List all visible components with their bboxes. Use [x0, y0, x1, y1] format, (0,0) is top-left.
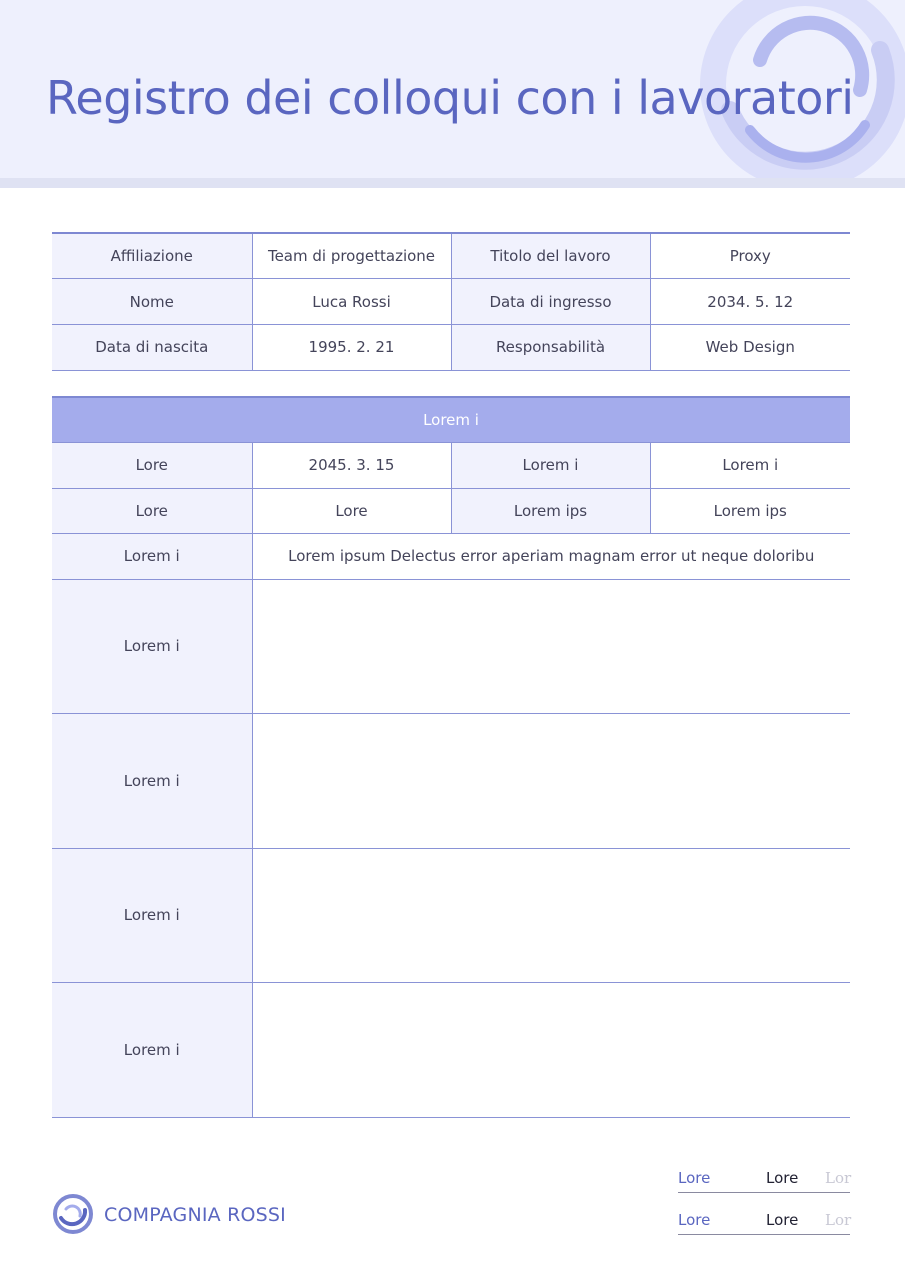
footer-signature-row [678, 1167, 850, 1193]
company-logo-icon [52, 1193, 94, 1235]
section-content[interactable] [252, 714, 850, 849]
employee-info-table [52, 232, 850, 371]
footer-value: Lore [766, 1211, 799, 1229]
section-content[interactable] [252, 848, 850, 983]
affiliation-label: Affiliazione [52, 233, 252, 279]
job-title-value[interactable]: Proxy [650, 233, 850, 279]
header-banner [0, 0, 905, 178]
header-divider [0, 178, 905, 188]
table-row [52, 488, 850, 534]
table-row [52, 579, 850, 714]
cell-text[interactable]: Lorem ipsum Delectus error aperiam magnam error ut neque doloribu [252, 534, 850, 580]
footer-label: Lore [678, 1211, 711, 1229]
company-name: COMPAGNIA ROSSI [104, 1204, 286, 1226]
name-label: Nome [52, 279, 252, 325]
cell-value[interactable]: Lorem i [650, 443, 850, 489]
footer-placeholder: Lor [825, 1211, 852, 1229]
section-label: Lorem i [52, 714, 252, 849]
interview-table [52, 396, 850, 1118]
footer-label: Lore [678, 1169, 711, 1187]
table-row [52, 324, 850, 370]
section-label: Lorem i [52, 579, 252, 714]
cell-label: Lorem i [52, 534, 252, 580]
cell-value[interactable]: Lore [252, 488, 451, 534]
job-title-label: Titolo del lavoro [451, 233, 650, 279]
hire-date-label: Data di ingresso [451, 279, 650, 325]
cell-label: Lorem i [451, 443, 650, 489]
footer-placeholder: Lor [825, 1169, 852, 1187]
cell-value[interactable]: 2045. 3. 15 [252, 443, 451, 489]
affiliation-value[interactable]: Team di progettazione [252, 233, 451, 279]
name-value[interactable]: Luca Rossi [252, 279, 451, 325]
birth-date-label: Data di nascita [52, 324, 252, 370]
interview-table-heading: Lorem i [52, 397, 850, 443]
cell-value[interactable]: Lorem ips [650, 488, 850, 534]
table-row [52, 534, 850, 580]
footer-signature-row [678, 1209, 850, 1235]
section-content[interactable] [252, 983, 850, 1118]
table-row [52, 233, 850, 279]
table-row [52, 983, 850, 1118]
cell-label: Lore [52, 488, 252, 534]
cell-label: Lorem ips [451, 488, 650, 534]
table-row [52, 848, 850, 983]
birth-date-value[interactable]: 1995. 2. 21 [252, 324, 451, 370]
footer-value: Lore [766, 1169, 799, 1187]
table-row [52, 279, 850, 325]
page-title: Registro dei colloqui con i lavoratori [46, 71, 854, 125]
section-content[interactable] [252, 579, 850, 714]
cell-label: Lore [52, 443, 252, 489]
responsibility-label: Responsabilità [451, 324, 650, 370]
hire-date-value[interactable]: 2034. 5. 12 [650, 279, 850, 325]
table-row [52, 443, 850, 489]
table-row [52, 714, 850, 849]
responsibility-value[interactable]: Web Design [650, 324, 850, 370]
section-label: Lorem i [52, 848, 252, 983]
table-row [52, 397, 850, 443]
section-label: Lorem i [52, 983, 252, 1118]
